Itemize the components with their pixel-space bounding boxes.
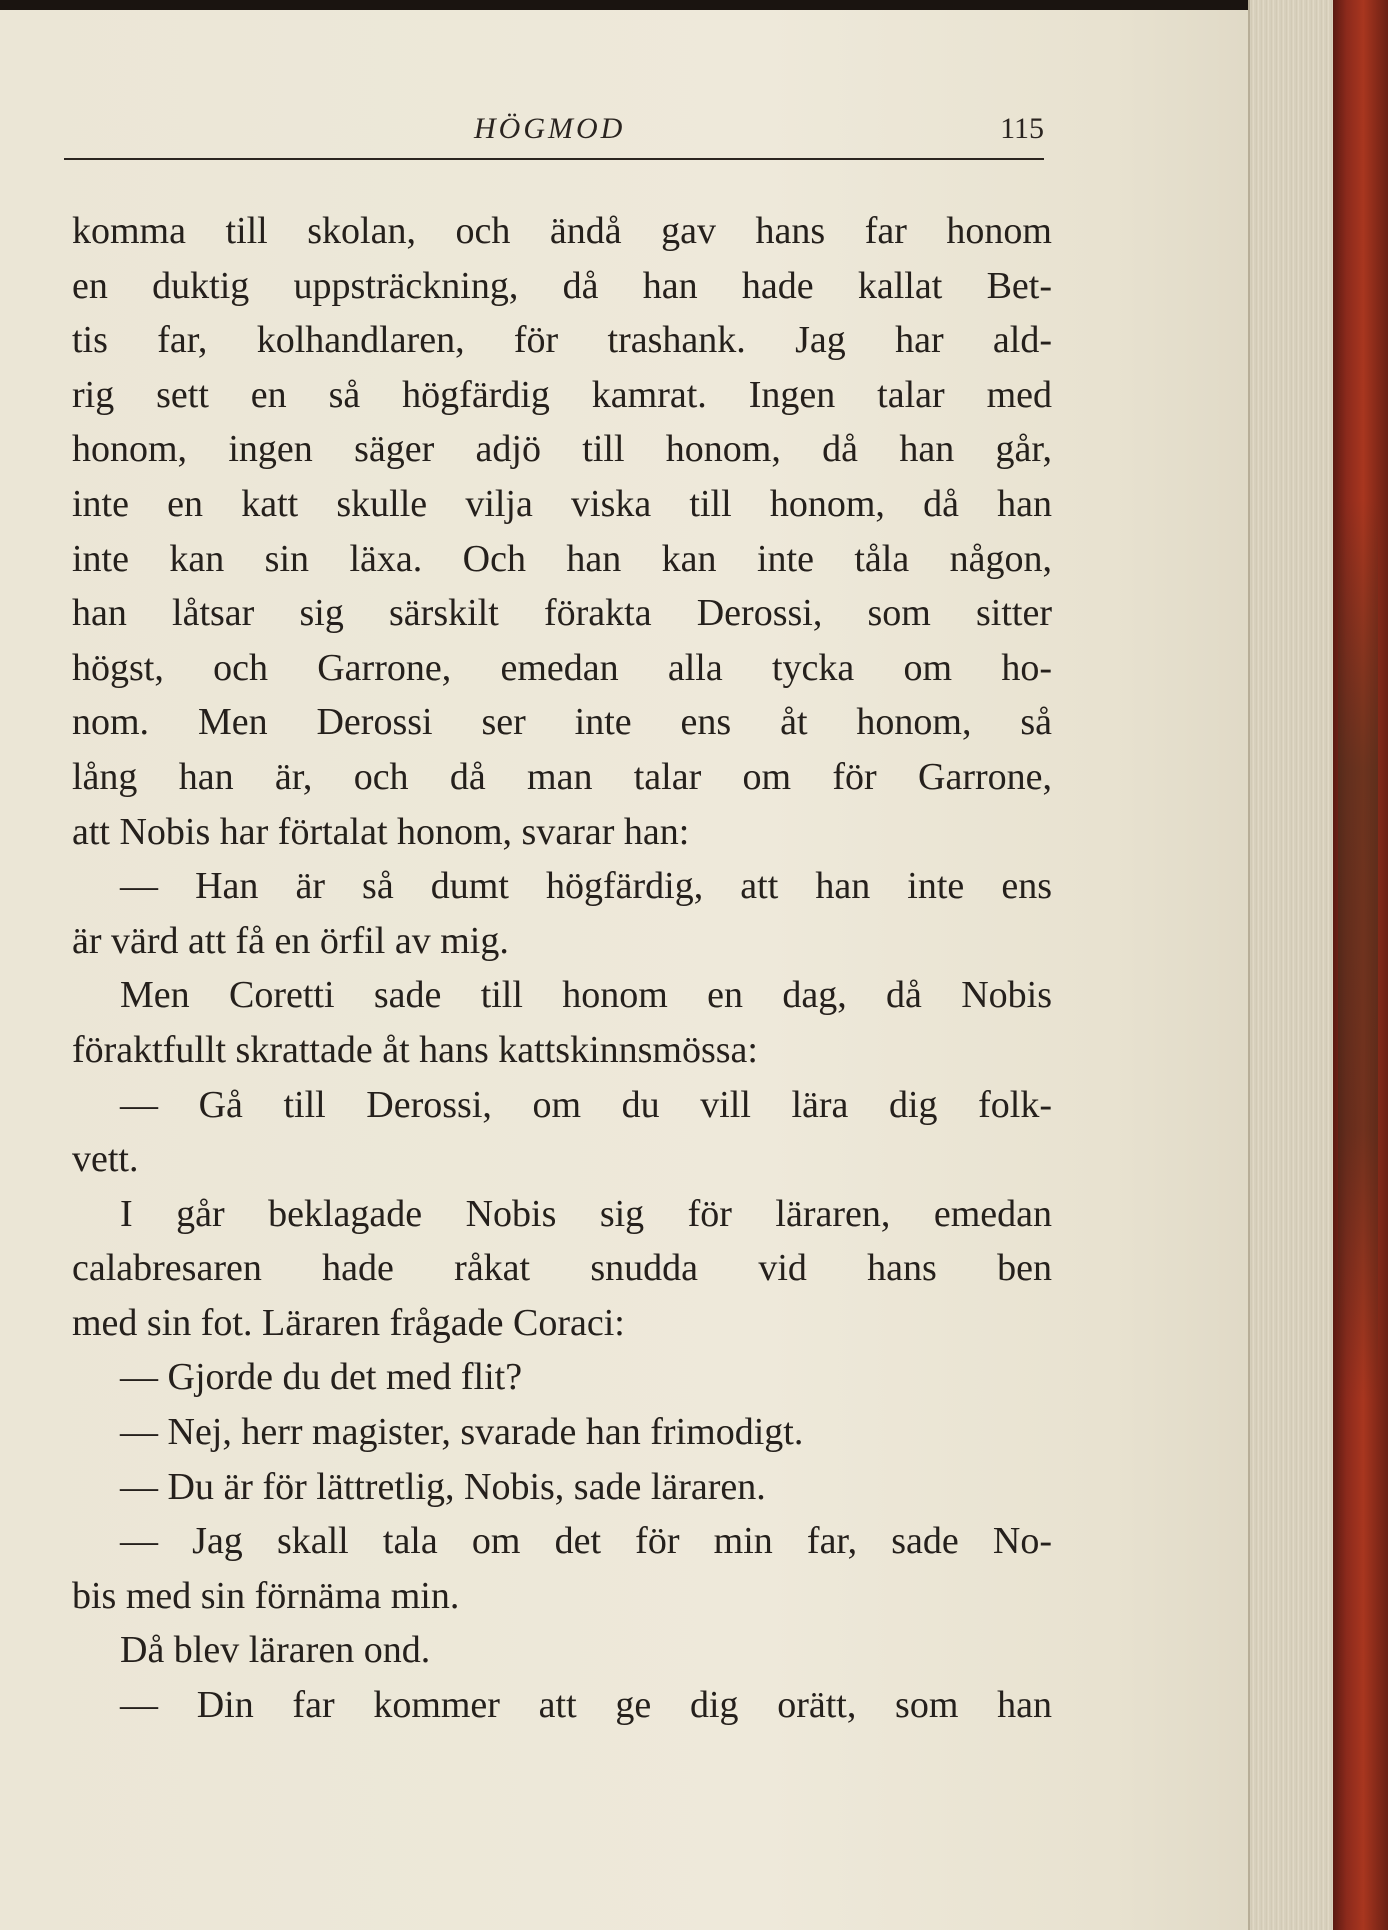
text-line: calabresaren hade råkat snudda vid hans ben [72,1247,1052,1290]
text-line: rig sett en så högfärdig kamrat. Ingen talar med [72,373,1052,416]
text-line: inte en katt skulle vilja viska till honom, då han [72,482,1052,525]
text-line: högst, och Garrone, emedan alla tycka om ho- [72,646,1052,689]
text-line: att Nobis har förtalat honom, svarar han: [72,810,690,853]
text-line: I går beklagade Nobis sig för läraren, emedan [120,1192,1052,1235]
text-line: — Han är så dumt högfärdig, att han inte ens [120,865,1052,908]
page-fore-edge [1248,0,1335,1930]
text-line: tis far, kolhandlaren, för trashank. Jag har ald- [72,319,1052,362]
text-line: han låtsar sig särskilt förakta Derossi, som sitter [72,592,1052,635]
running-header [64,108,1044,160]
text-line: — Gjorde du det med flit? [120,1356,523,1399]
text-line: Men Coretti sade till honom en dag, då Nobis [120,974,1052,1017]
page-top-shadow [0,0,1388,10]
text-line: — Jag skall tala om det för min far, sade No- [120,1520,1052,1563]
text-line: inte kan sin läxa. Och han kan inte tåla någon, [72,537,1052,580]
text-line: en duktig uppsträckning, då han hade kallat Bet- [72,264,1052,307]
text-line: lång han är, och då man talar om för Garrone, [72,755,1052,798]
page-number: 115 [1000,112,1044,145]
text-line: — Din far kommer att ge dig orätt, som han [120,1684,1052,1727]
text-line: komma till skolan, och ändå gav hans far honom [72,210,1052,252]
text-line: nom. Men Derossi ser inte ens åt honom, så [72,701,1052,744]
running-title: HÖGMOD [474,112,626,145]
text-line: med sin fot. Läraren frågade Coraci: [72,1301,625,1344]
body-text [72,204,1052,1733]
text-line: Då blev läraren ond. [120,1629,431,1672]
text-line: — Gå till Derossi, om du vill lära dig folk- [120,1083,1052,1126]
text-line: — Du är för lättretlig, Nobis, sade läraren. [120,1465,766,1508]
text-line: vett. [72,1138,139,1181]
text-line: är värd att få en örfil av mig. [72,919,509,962]
text-line: bis med sin förnäma min. [72,1574,460,1617]
text-line: föraktfullt skrattade åt hans kattskinnsmössa: [72,1028,758,1071]
text-line: — Nej, herr magister, svarade han frimodigt. [120,1411,804,1454]
text-line: honom, ingen säger adjö till honom, då han går, [72,428,1052,471]
cover-wear-mark [1338,500,1378,1400]
